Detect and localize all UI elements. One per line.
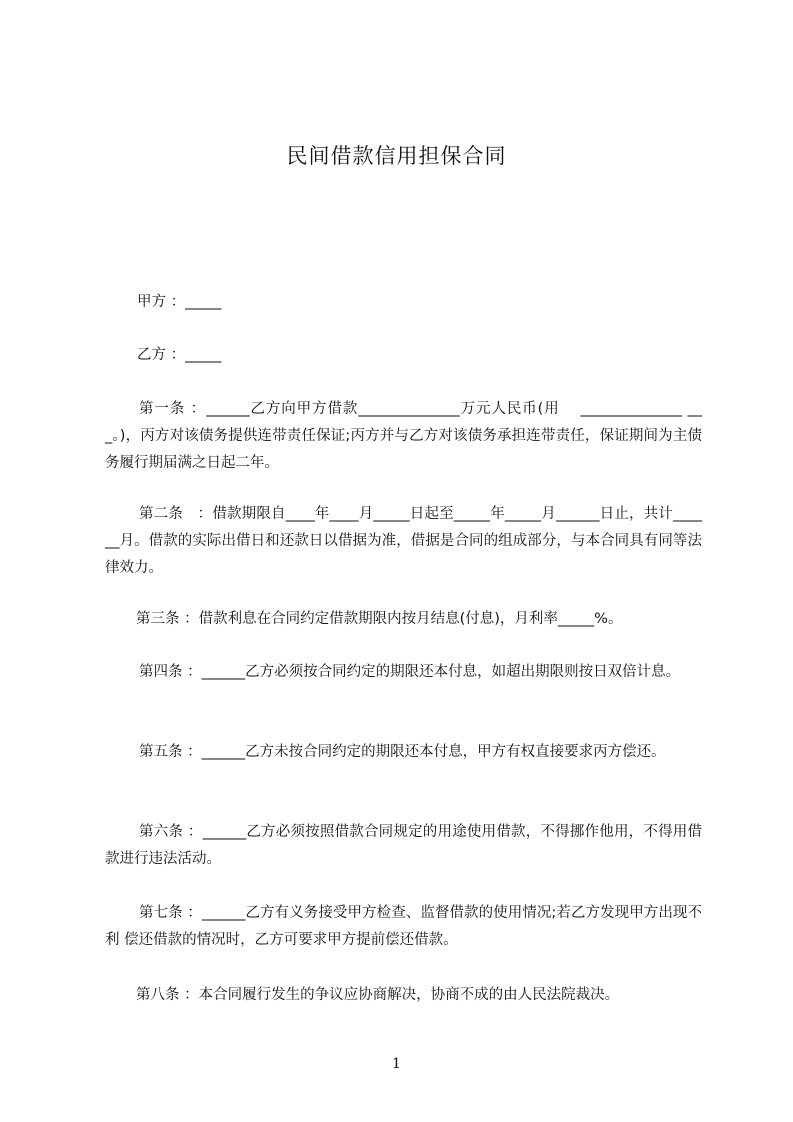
- article-7: 第七条 ：______乙方有义务接受甲方检查、监督借款的使用情况;若乙方发现甲方出现不利 偿还借款的情况时，乙方可要求甲方提前偿还借款。: [105, 905, 702, 948]
- article-4: 第四条 ：______乙方必须按合同约定的期限还本付息，如超出期限则按日双倍计息。: [139, 664, 681, 680]
- article-1: 第一条 ：______乙方向甲方借款______________万元人民币(用 ______________ ___。)，丙方对该债务提供连带责任保证;丙方并与乙方对该债务承担连带责任，保证期间为主债务履行期届满之日起二年。: [105, 401, 702, 471]
- article-5: 第五条 ：______乙方未按合同约定的期限还本付息，甲方有权直接要求丙方偿还。: [139, 744, 666, 760]
- article-6: 第六条 ：______乙方必须按照借款合同规定的用途使用借款，不得挪作他用，不得用借款进行违法活动。: [105, 824, 702, 867]
- page-number: 1: [392, 1056, 401, 1072]
- party-b-line: 乙方 ：_____: [137, 347, 222, 363]
- article-8: 第八条 ：本合同履行发生的争议应协商解决，协商不成的由人民法院裁决。: [136, 987, 620, 1003]
- party-a-line: 甲方 ：_____: [137, 294, 222, 310]
- article-3: 第三条 ：借款利息在合同约定借款期限内按月结息(付息)，月利率_____%。: [136, 611, 623, 627]
- document-title: 民间借款信用担保合同: [286, 144, 507, 168]
- article-2: 第二条 ：借款期限自____年____月_____日起至_____年_____月______日止，共计______月。借款的实际出借日和还款日以借据为准，借据是合同的组成部分，与本合同具有同等法律效力。: [105, 506, 702, 576]
